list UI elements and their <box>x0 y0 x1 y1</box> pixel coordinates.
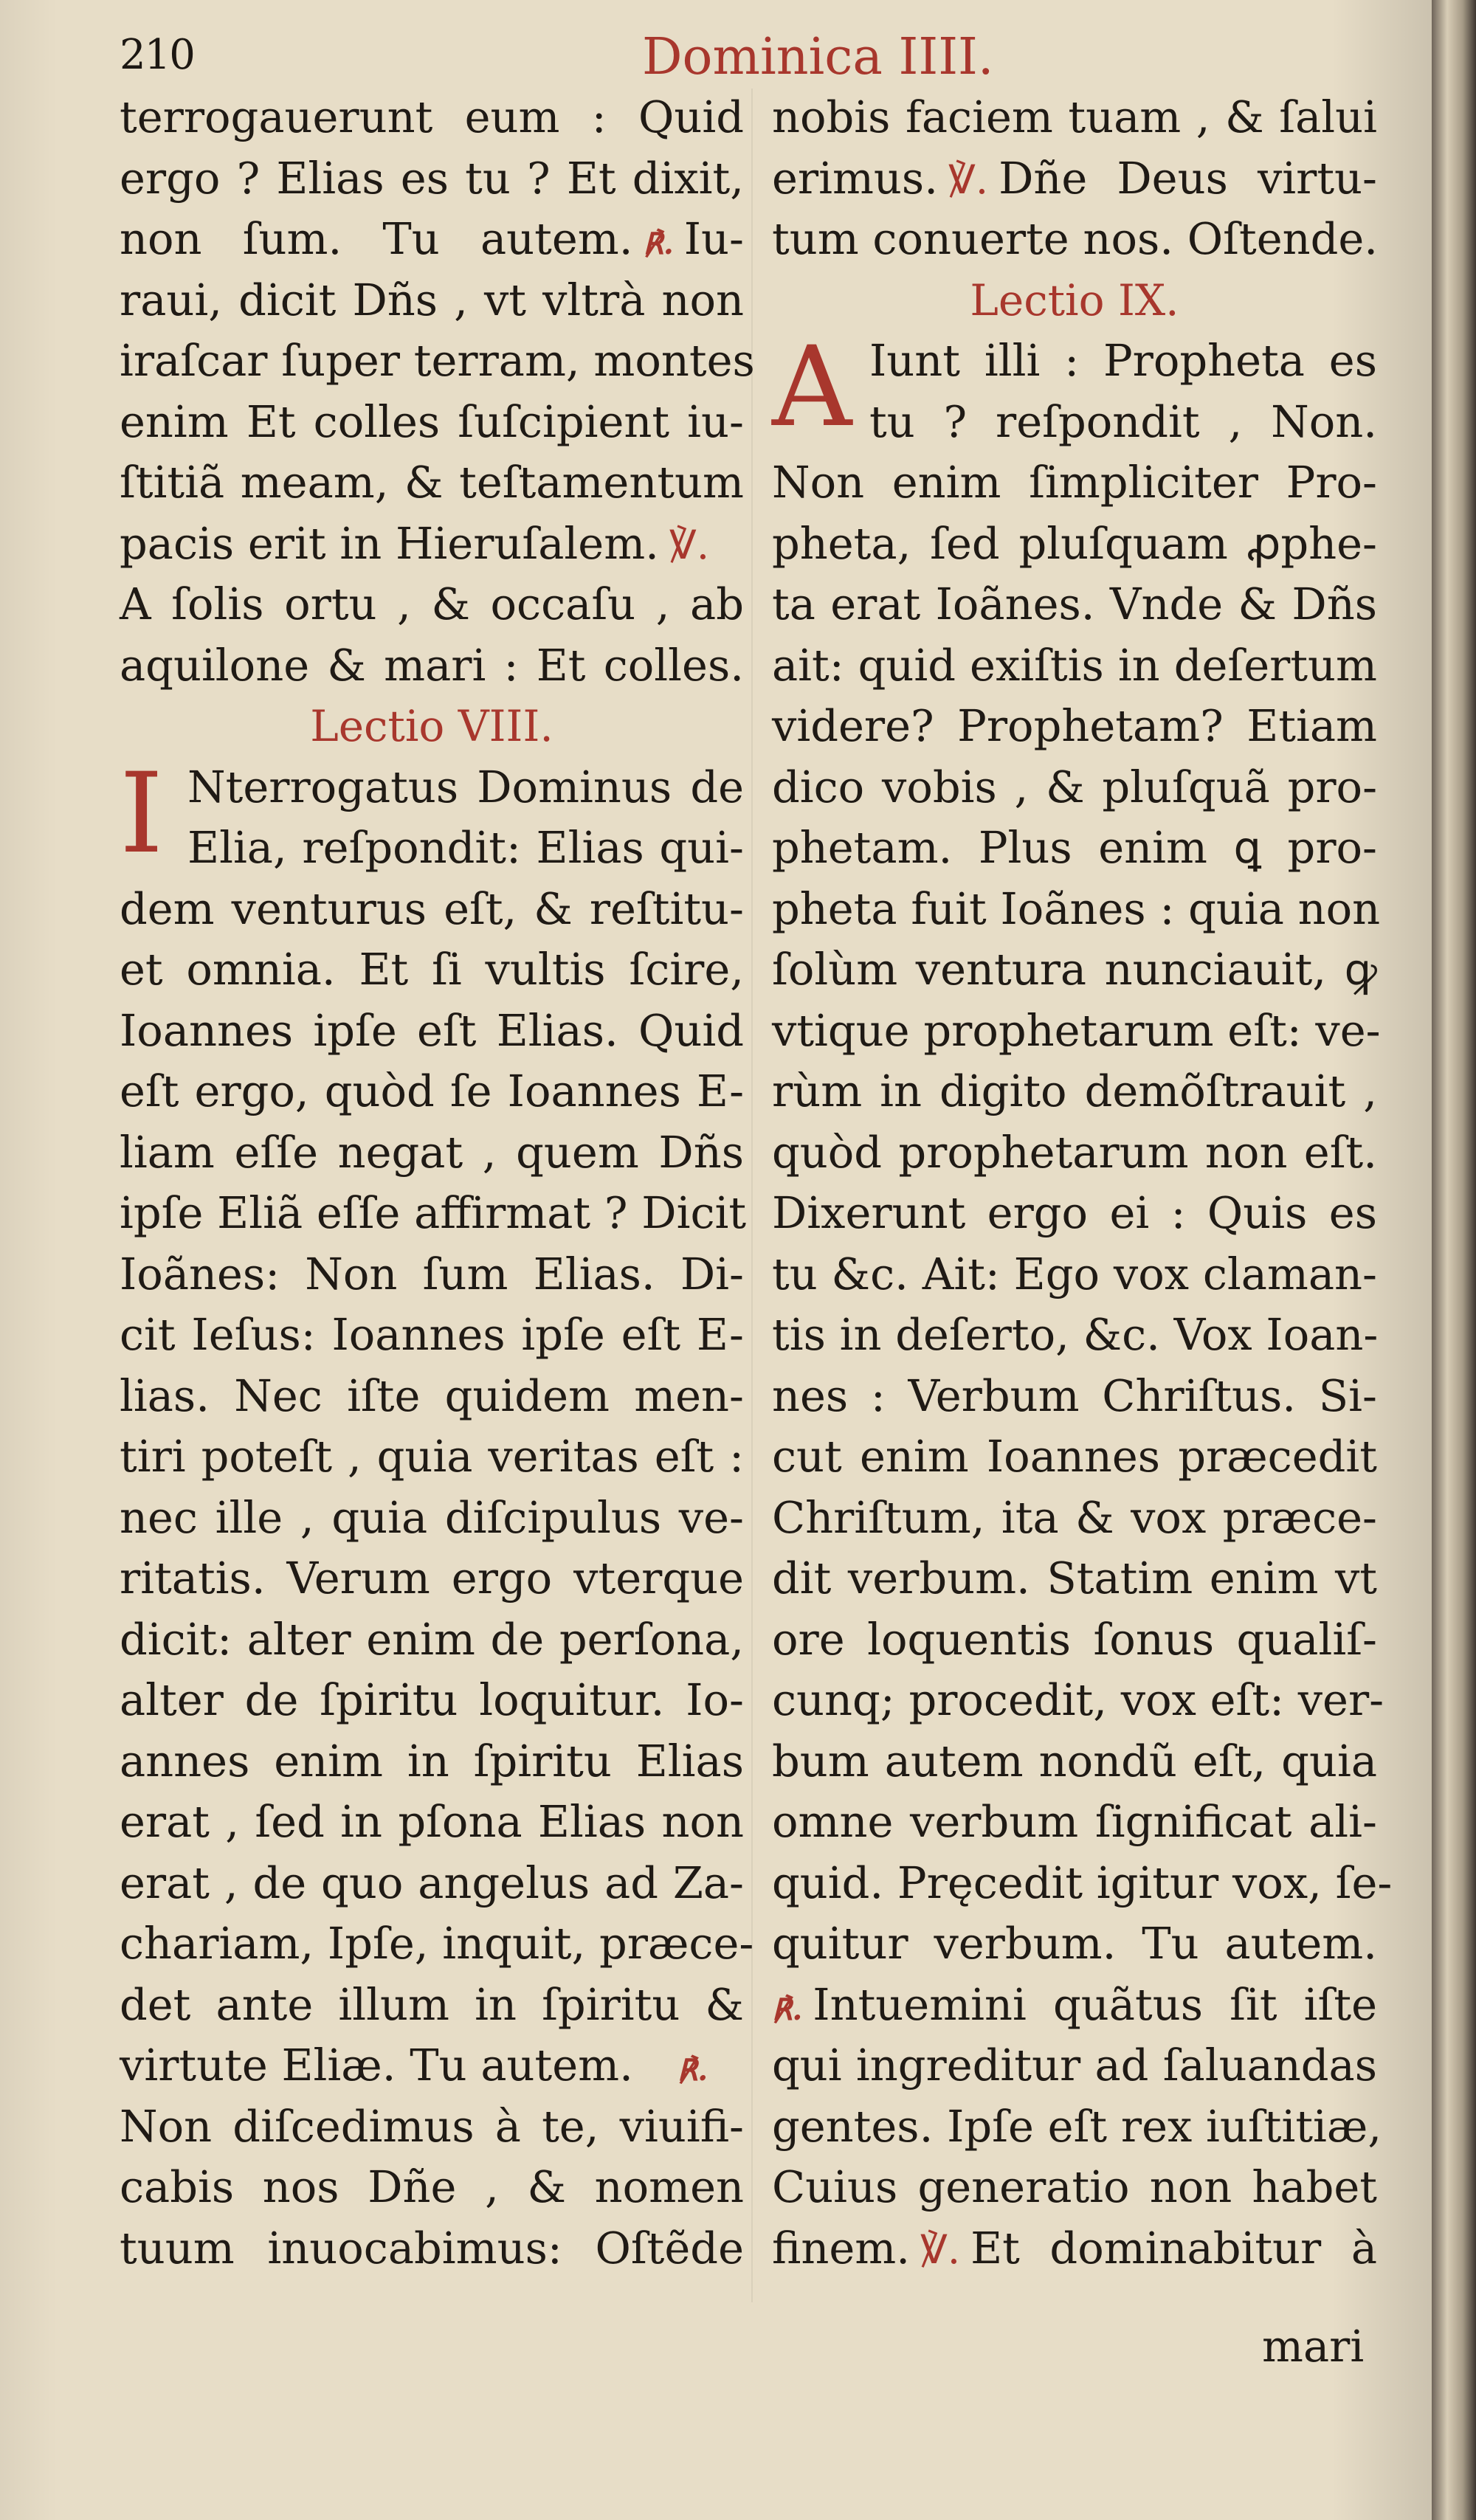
text-line: ſolùm ventura nunciauit, ꝙ <box>772 944 1377 995</box>
text-line: ſtitiã meam, & teſtamentum <box>120 457 744 508</box>
text-line: raui, dicit Dñs , vt vltrà non <box>120 274 744 325</box>
text-segment: non ſum. Tu autem. <box>120 213 633 264</box>
response-mark: ℟. <box>643 227 674 261</box>
text-line: dit verbum. Statim enim vt <box>772 1553 1377 1604</box>
lectio-viii-heading: Lectio VIII. <box>310 701 554 751</box>
text-line: Ioãnes: Non ſum Elias. Di- <box>120 1248 744 1299</box>
right-column <box>772 87 1393 2279</box>
text-line: Cuius generatio non habet <box>772 2161 1377 2212</box>
text-segment: erimus. <box>772 152 938 204</box>
text-line: phetam. Plus enim ꝗ pro- <box>772 822 1377 873</box>
text-line: cit Ieſus: Ioannes ipſe eſt E- <box>120 1309 744 1360</box>
text-line: annes enim in ſpiritu Elias <box>120 1735 744 1787</box>
text-line: Non diſcedimus à te, viuifi- <box>120 2100 744 2152</box>
response-mark: ℟. <box>677 2053 708 2088</box>
text-line: dem venturus eſt, & reſtitu- <box>120 883 744 934</box>
page-edge <box>1432 0 1476 2520</box>
page-header <box>0 22 1432 89</box>
text-line: enim Et colles ſuſcipient iu- <box>120 396 744 447</box>
text-line: Nterrogatus Dominus de <box>187 761 744 812</box>
verse-mark: ℣. <box>920 2226 961 2273</box>
verse-mark: ℣. <box>669 521 710 568</box>
text-line: quid. Pręcedit igitur vox, ſe- <box>772 1857 1393 1908</box>
text-line: gentes. Ipſe eſt rex iuſtitiæ, <box>772 2100 1382 2152</box>
text-line: tis in deſerto, &c. Vox Ioan- <box>772 1309 1379 1360</box>
text-line: aquilone & mari : Et colles. <box>120 639 744 691</box>
running-head: Dominica IIII. <box>642 28 994 86</box>
drop-cap-initial: A <box>772 323 852 452</box>
text-line: erat , ſed in pſona Elias non <box>120 1796 744 1847</box>
text-line <box>120 514 744 575</box>
text-line: quitur verbum. Tu autem. <box>772 1918 1377 1969</box>
lectio-ix-opening <box>772 323 1377 452</box>
text-line: eſt ergo, quòd ſe Ioannes E- <box>120 1066 744 1116</box>
text-line: dico vobis , & pluſquã pro- <box>772 761 1377 812</box>
text-segment: Dñe Deus virtu- <box>999 152 1377 204</box>
text-line: lias. Nec iſte quidem men- <box>120 1370 744 1421</box>
text-line: tuum inuocabimus: Oſtẽde <box>120 2222 744 2274</box>
text-line: ritatis. Verum ergo vterque <box>120 1553 744 1604</box>
text-line: ipſe Eliã eſſe affirmat ? Dicit <box>120 1187 747 1238</box>
text-line: pheta, ſed pluſquam ꝓphe- <box>772 517 1377 569</box>
lectio-ix-heading: Lectio IX. <box>970 275 1179 325</box>
page-number: 210 <box>120 31 194 79</box>
text-line: cunq; procedit, vox eſt: ver- <box>772 1674 1384 1725</box>
text-segment: finem. <box>772 2222 910 2274</box>
text-line: alter de ſpiritu loquitur. Io- <box>120 1674 744 1725</box>
text-segment: virtute Eliæ. Tu autem. <box>120 2040 633 2091</box>
text-segment: Intuemini quãtus ſit iſte <box>813 1978 1377 2030</box>
text-line: liam eſſe negat , quem Dñs <box>120 1126 744 1178</box>
text-line <box>772 2218 1377 2279</box>
text-line <box>120 209 744 270</box>
catchword: mari <box>1262 2321 1365 2372</box>
text-line <box>772 148 1377 210</box>
text-line: tu &c. Ait: Ego vox claman- <box>772 1248 1377 1299</box>
text-line: Chriſtum, ita & vox præce- <box>772 1491 1377 1543</box>
text-line: pheta fuit Ioãnes : quia non <box>772 883 1381 934</box>
drop-cap-initial: I <box>120 749 164 878</box>
text-line: vtique prophetarum eſt: ve- <box>772 1004 1381 1056</box>
left-column <box>120 87 755 2279</box>
text-line: Iunt illi : Propheta es <box>869 335 1377 386</box>
text-line: A ſolis ortu , & occaſu , ab <box>120 579 744 629</box>
text-line: ore loquentis ſonus qualiſ- <box>772 1613 1377 1665</box>
text-line <box>120 2035 744 2096</box>
verse-mark: ℣. <box>948 156 989 203</box>
text-line: nec ille , quia diſcipulus ve- <box>120 1491 744 1543</box>
text-line: Non enim ſimpliciter Pro- <box>772 457 1377 508</box>
response-mark: ℟. <box>772 1992 803 2027</box>
text-line <box>772 1975 1377 2036</box>
text-segment: Et dominabitur à <box>970 2222 1377 2274</box>
text-segment: pacis erit in Hieruſalem. <box>120 517 659 569</box>
text-segment: Iu- <box>683 213 744 264</box>
text-line: nes : Verbum Chriſtus. Si- <box>772 1370 1377 1421</box>
text-line: iraſcar ſuper terram, montes <box>120 335 755 386</box>
text-line: Dixerunt ergo ei : Quis es <box>772 1187 1377 1238</box>
text-line: omne verbum ſignificat ali- <box>772 1796 1377 1847</box>
text-line: nobis faciem tuam , & ſalui <box>772 92 1377 142</box>
text-line: tu ? reſpondit , Non. <box>869 396 1377 447</box>
text-line: ta erat Ioãnes. Vnde & Dñs <box>772 579 1377 629</box>
lectio-viii-opening <box>120 749 744 879</box>
text-line: cabis nos Dñe , & nomen <box>120 2161 744 2212</box>
text-line: quòd prophetarum non eſt. <box>772 1126 1377 1178</box>
text-line: ait: quid exiſtis in deſertum <box>772 639 1377 691</box>
text-line: et omnia. Et ſi vultis ſcire, <box>120 944 744 995</box>
text-line: terrogauerunt eum : Quid <box>120 92 744 142</box>
text-line: erat , de quo angelus ad Za- <box>120 1857 744 1908</box>
text-line: videre? Prophetam? Etiam <box>772 700 1377 751</box>
text-line: tum conuerte nos. Oſtende. <box>772 213 1379 264</box>
text-line: dicit: alter enim de perſona, <box>120 1613 744 1665</box>
text-line: chariam, Ipſe, inquit, præce- <box>120 1918 754 1969</box>
text-line: Elia, reſpondit: Elias qui- <box>187 822 744 873</box>
text-line: Ioannes ipſe eſt Elias. Quid <box>120 1004 744 1056</box>
text-line: qui ingreditur ad ſaluandas <box>772 2040 1377 2091</box>
text-line: bum autem nondũ eſt, quia <box>772 1735 1377 1787</box>
text-line: tiri poteſt , quia veritas eſt : <box>120 1431 744 1482</box>
text-line: det ante illum in ſpiritu & <box>120 1978 744 2030</box>
column-gutter <box>751 89 753 2302</box>
text-line: cut enim Ioannes præcedit <box>772 1431 1377 1482</box>
text-line: ergo ? Elias es tu ? Et dixit, <box>120 152 744 204</box>
text-line: rùm in digito demõſtrauit , <box>772 1066 1377 1116</box>
